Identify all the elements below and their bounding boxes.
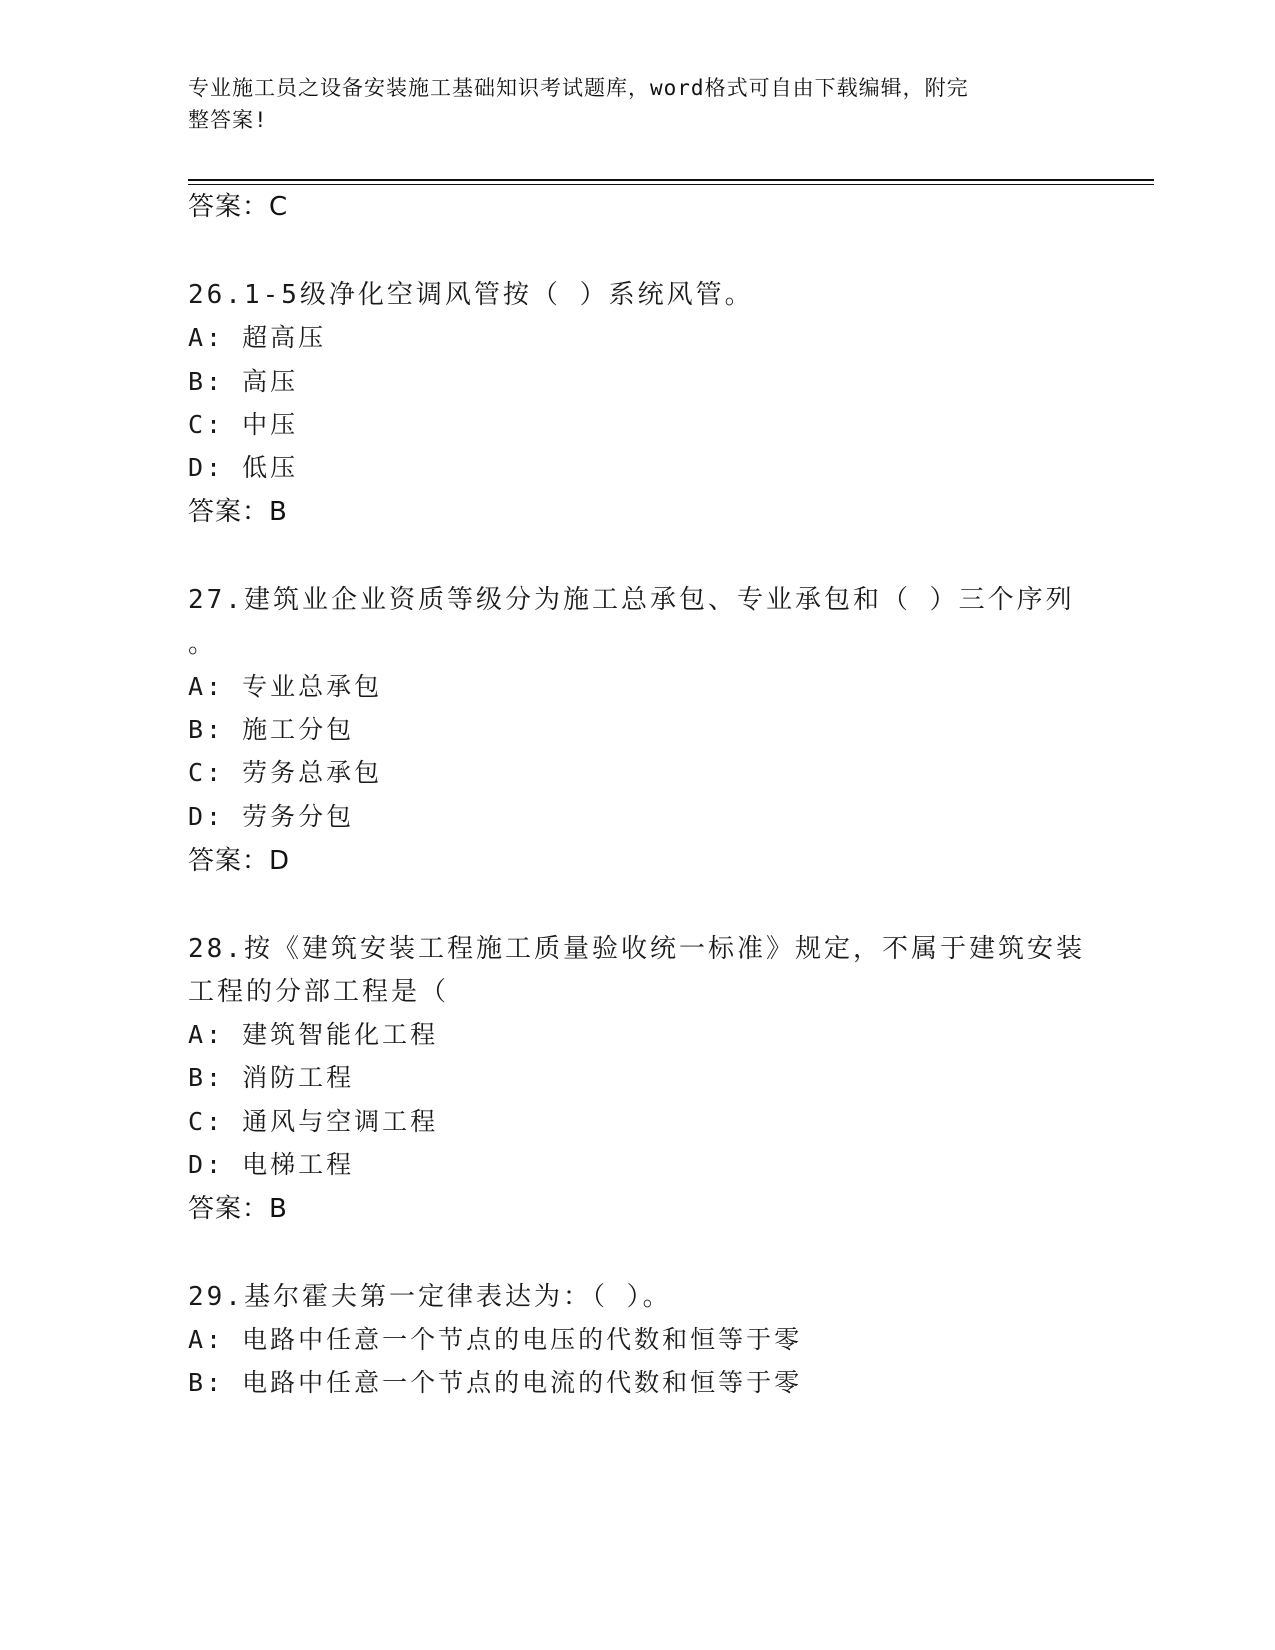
- question-28-stem-line-1: 28.按《建筑安装工程施工质量验收统一标准》规定，不属于建筑安装: [188, 934, 1085, 964]
- question-29-option-a: A: 电路中任意一个节点的电压的代数和恒等于零: [188, 1325, 803, 1354]
- header-line-1: 专业施工员之设备安装施工基础知识考试题库，word格式可自由下载编辑，附完: [188, 76, 969, 100]
- question-26-option-d: D: 低压: [188, 453, 299, 482]
- question-28-option-b: B: 消防工程: [188, 1063, 355, 1092]
- document-header: [188, 72, 1068, 136]
- answer-26: 答案：B: [188, 497, 288, 527]
- question-27-option-c: C: 劳务总承包: [188, 758, 383, 787]
- question-26-option-a: A: 超高压: [188, 323, 327, 352]
- question-27-option-b: B: 施工分包: [188, 715, 355, 744]
- answer-25: 答案：C: [188, 192, 289, 222]
- question-28-stem-line-2: 工程的分部工程是（: [188, 977, 450, 1007]
- answer-28: 答案：B: [188, 1194, 288, 1224]
- question-27-stem-line-2: 。: [188, 629, 218, 659]
- header-line-2: 整答案!: [188, 108, 268, 132]
- question-27-option-d: D: 劳务分包: [188, 802, 355, 831]
- question-29-stem: 29.基尔霍夫第一定律表达为：（ ）。: [188, 1282, 672, 1312]
- question-26-option-b: B: 高压: [188, 367, 299, 396]
- header-divider-top: [188, 179, 1154, 181]
- question-26-option-c: C: 中压: [188, 410, 299, 439]
- question-28-option-c: C: 通风与空调工程: [188, 1107, 439, 1136]
- header-divider-bottom: [188, 184, 1154, 185]
- question-27-option-a: A: 专业总承包: [188, 672, 383, 701]
- question-26-stem: 26.1-5级净化空调风管按（ ）系统风管。: [188, 280, 754, 310]
- question-27-stem-line-1: 27.建筑业企业资质等级分为施工总承包、专业承包和（ ）三个序列: [188, 585, 1075, 615]
- question-28-option-d: D: 电梯工程: [188, 1150, 355, 1179]
- question-29-option-b: B: 电路中任意一个节点的电流的代数和恒等于零: [188, 1368, 803, 1397]
- question-28-option-a: A: 建筑智能化工程: [188, 1020, 439, 1049]
- answer-27: 答案：D: [188, 846, 291, 876]
